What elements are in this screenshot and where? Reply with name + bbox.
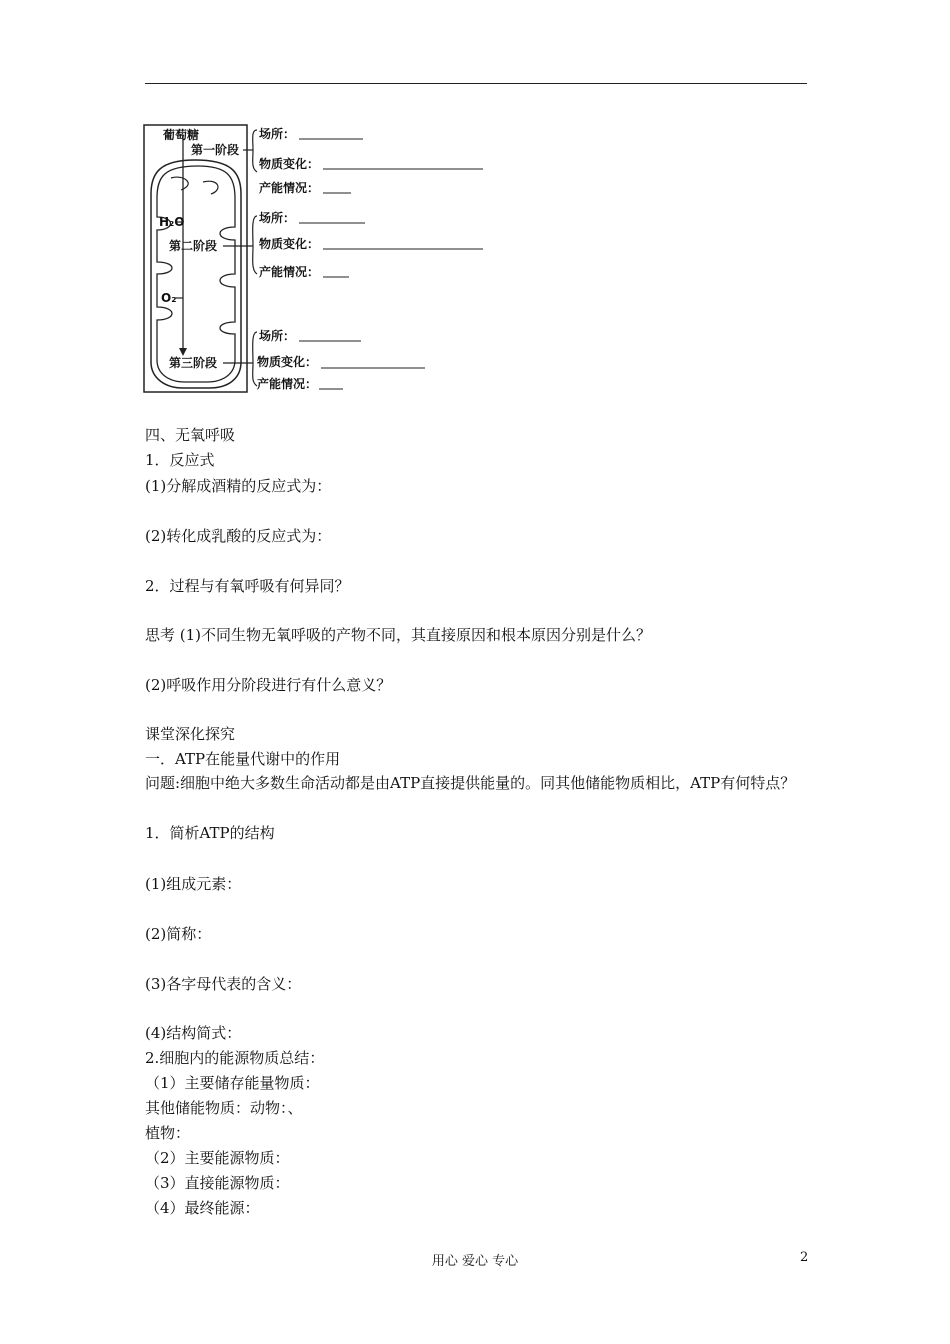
glucose-label: 葡萄糖 <box>163 128 200 142</box>
stage2-material-label: 物质变化： <box>259 237 320 251</box>
think-question-2: (2)呼吸作用分阶段进行有什么意义？ <box>145 676 392 694</box>
stage2-place-label: 场所： <box>259 211 296 225</box>
section-anaerobic-heading: 四、无氧呼吸 <box>145 426 236 444</box>
stage3-place-label: 场所： <box>259 329 296 343</box>
main-storage-prompt: （1）主要储存能量物质： <box>145 1074 320 1092</box>
other-storage-plant: 植物： <box>145 1124 191 1142</box>
other-storage-animal: 其他储能物质：动物：、 <box>145 1099 303 1117</box>
equation-heading: 1．反应式 <box>145 451 215 469</box>
stage1-material-label: 物质变化： <box>259 157 320 171</box>
lactic-equation-prompt: (2)转化成乳酸的反应式为： <box>145 527 332 545</box>
stage1-energy-label: 产能情况： <box>259 181 320 195</box>
alcohol-equation-prompt: (1)分解成酒精的反应式为： <box>145 477 332 495</box>
ultimate-energy-prompt: （4）最终能源： <box>145 1199 260 1217</box>
o2-label: O₂ <box>161 291 177 305</box>
header-rule <box>145 83 807 84</box>
atp-problem-text: 问题:细胞中绝大多数生命活动都是由ATP直接提供能量的。同其他储能物质相比，ATP有何特点？ <box>145 774 796 792</box>
stage3-energy-label: 产能情况： <box>257 377 318 391</box>
structural-formula-prompt: (4)结构简式： <box>145 1024 242 1042</box>
page-number: 2 <box>800 1250 809 1265</box>
stage1-place-label: 场所： <box>259 127 296 141</box>
stage3-label: 第三阶段 <box>169 356 218 370</box>
main-energy-prompt: （2）主要能源物质： <box>145 1149 290 1167</box>
stage2-energy-label: 产能情况： <box>259 265 320 279</box>
stage3-material-label: 物质变化： <box>257 355 318 369</box>
energy-substance-heading: 2.细胞内的能源物质总结： <box>145 1049 325 1067</box>
page-footer: 用心 爱心 专心 <box>431 1254 519 1269</box>
h2o-label: H₂O <box>159 215 185 229</box>
abbreviation-prompt: (2)简称： <box>145 925 212 943</box>
section-classroom-heading: 课堂深化探究 <box>145 725 236 743</box>
letter-meaning-prompt: (3)各字母代表的含义： <box>145 975 302 993</box>
think-question-1: 思考 (1)不同生物无氧呼吸的产物不同，其直接原因和根本原因分别是什么？ <box>145 626 652 644</box>
stage1-label: 第一阶段 <box>191 143 240 157</box>
atp-role-heading: 一．ATP在能量代谢中的作用 <box>145 750 341 768</box>
stage2-label: 第二阶段 <box>169 239 218 253</box>
atp-structure-heading: 1．简析ATP的结构 <box>145 824 275 842</box>
process-comparison-question: 2．过程与有氧呼吸有何异同？ <box>145 577 350 595</box>
mitochondria-respiration-diagram <box>143 122 488 394</box>
direct-energy-prompt: （3）直接能源物质： <box>145 1174 290 1192</box>
elements-prompt: (1)组成元素： <box>145 875 242 893</box>
